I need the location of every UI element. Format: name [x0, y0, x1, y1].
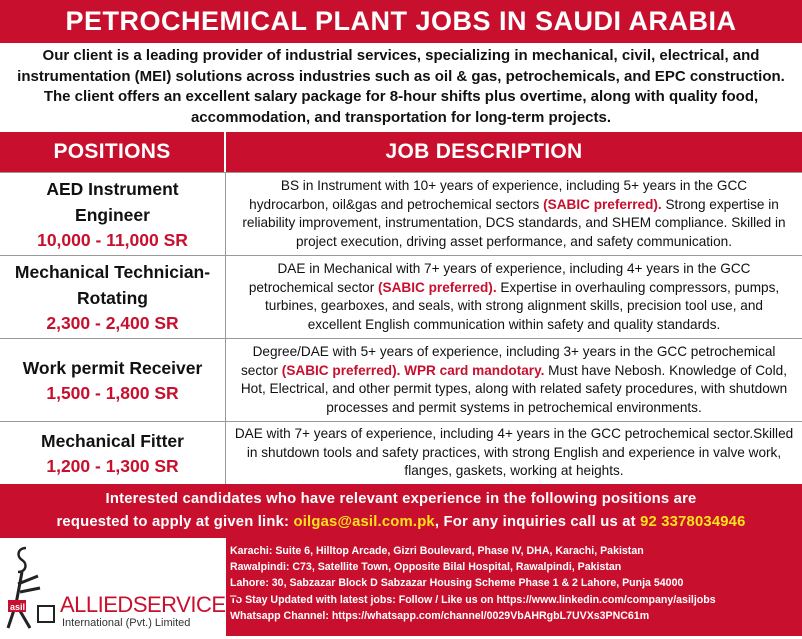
- description-highlight: (SABIC preferred).: [543, 196, 662, 212]
- company-logo: [0, 538, 240, 636]
- job-description-header: JOB DESCRIPTION: [385, 140, 583, 163]
- description-text: DAE with 7+ years of experience, including 4+ years in the GCC petrochemical sector.Skilled in shutdown tools and safety practices, with strong English and experience in valve work, flanges, gaskets, working at heights.: [234, 426, 794, 479]
- description-text: Expertise in overhauling compressors, pumps, turbines, gearboxes, and seals, with strong alignment skills, precision tool use, and excellent English communication within safety and quality standards.: [265, 279, 780, 332]
- address-karachi: Karachi: Suite 6, Hilltop Arcade, Gizri Boulevard, Phase IV, DHA, Karachi, Pakistan: [230, 545, 644, 557]
- position-name: Mechanical Fitter: [41, 431, 184, 451]
- description-highlight: (SABIC preferred).: [378, 279, 497, 295]
- position-name: Work permit Receiver: [22, 358, 203, 378]
- positions-header: POSITIONS: [0, 132, 226, 172]
- logo-mark-text: asil: [10, 602, 26, 612]
- contact-addresses: [226, 538, 802, 636]
- position-salary: 10,000 - 11,000 SR: [37, 230, 188, 250]
- job-row: [0, 421, 802, 484]
- job-row: [0, 172, 802, 255]
- logo-subtitle: International (Pvt.) Limited: [62, 617, 191, 629]
- whatsapp-channel-link[interactable]: Whatsapp Channel: https://whatsapp.com/channel/0029VbAHRgbL7UVXs3PNC61m: [230, 609, 650, 622]
- description-text: Degree/DAE with 5+ years of experience, including 3+ years in the GCC petrochemical sector: [241, 344, 776, 378]
- cta-text: , For any inquiries call us at: [434, 514, 641, 530]
- cta-line-1: Interested candidates who have relevant experience in the following positions are: [105, 491, 697, 507]
- follow-text: To Stay Updated with latest jobs: Follow / Like us on: [230, 593, 497, 606]
- apply-email-link[interactable]: oilgas@asil.com.pk: [293, 514, 435, 530]
- page-title: PETROCHEMICAL PLANT JOBS IN SAUDI ARABIA: [0, 0, 802, 43]
- position-cell: [0, 256, 226, 338]
- position-salary: 1,500 - 1,800 SR: [46, 383, 179, 403]
- position-cell: [0, 173, 226, 255]
- job-row: [0, 338, 802, 421]
- table-header: [0, 132, 802, 172]
- position-name: AED Instrument Engineer: [46, 179, 179, 225]
- position-cell: [0, 339, 226, 421]
- job-row: [0, 255, 802, 338]
- follow-line: [230, 592, 802, 608]
- description-cell: [226, 173, 802, 255]
- address-rawalpindi: Rawalpindi: C73, Satellite Town, Opposite Bilal Hospital, Rawalpindi, Pakistan: [230, 561, 622, 574]
- cta-text: requested to apply at given link:: [56, 514, 294, 530]
- position-salary: 2,300 - 2,400 SR: [46, 313, 179, 333]
- description-text: Must have Nebosh. Knowledge of Cold, Hot, Electrical, and other permit types, along with related safety procedures, with shutdown processes and permit systems in petrochemical environments.: [240, 362, 788, 415]
- intro-paragraph: Our client is a leading provider of industrial services, specializing in mechanical, civil, electrical, and instrumentation (MEI) solutions across industries such as oil & gas, petrochemicals, and EPC construction. The client offers an excellent salary package for 8-hour shifts plus overtime, along with quality food, accommodation, and transportation for long-term projects.: [17, 47, 785, 126]
- cta-line-2: [0, 511, 802, 534]
- description-highlight: (SABIC preferred). WPR card mandotary.: [281, 362, 545, 378]
- description-cell: [226, 339, 802, 421]
- footer: [0, 538, 802, 636]
- phone-number[interactable]: 92 3378034946: [640, 514, 746, 530]
- description-text: DAE in Mechanical with 7+ years of experience, including 4+ years in the GCC petrochemical sector: [248, 261, 751, 295]
- description-cell: [226, 422, 802, 484]
- position-salary: 1,200 - 1,300 SR: [46, 456, 179, 476]
- linkedin-link[interactable]: https://www.linkedin.com/company/asiljobs: [496, 593, 716, 606]
- position-name: Mechanical Technician-Rotating: [14, 262, 211, 308]
- description-text: Strong expertise in reliability improvement, instrumentation, DCS standards, and SHEM compliance. Skilled in project execution, driving asset performance, and safety communication.: [242, 196, 786, 249]
- logo-mark-icon: [4, 544, 64, 634]
- address-lahore: Lahore: 30, Sabzazar Block D Sabzazar Housing Scheme Phase 1 & 2 Lahore, Punja 54000: [230, 577, 684, 590]
- description-cell: [226, 256, 802, 338]
- position-cell: [0, 422, 226, 484]
- description-text: BS in Instrument with 10+ years of experience, including 5+ years in the GCC hydrocarbon, oil&gas and petrochemical sectors: [249, 178, 748, 212]
- apply-banner: [0, 484, 802, 538]
- logo-wordmark: ALLIEDSERVICES: [60, 592, 240, 617]
